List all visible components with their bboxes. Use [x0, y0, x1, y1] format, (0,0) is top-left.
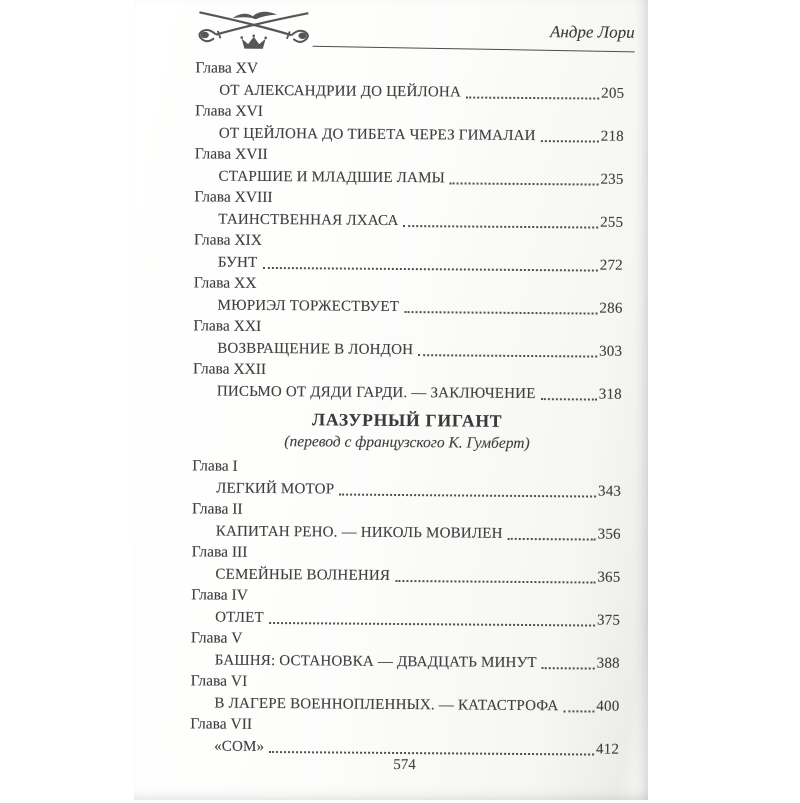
toc-entry	[193, 315, 622, 361]
chapter-title: ЛЕГКИЙ МОТОР	[216, 480, 335, 498]
chapter-page-number: 318	[598, 386, 622, 403]
chapter-label: Глава XXII	[193, 360, 267, 378]
chapter-page-number: 205	[601, 85, 625, 102]
section-subtitle: (перевод с французского К. Гумберт)	[284, 433, 530, 453]
chapter-label: Глава XXI	[193, 317, 262, 335]
chapter-title: ОТ ЦЕЙЛОНА ДО ТИБЕТА ЧЕРЕЗ ГИМАЛАИ	[218, 125, 536, 145]
dot-leader	[563, 710, 594, 712]
chapter-page-number: 375	[596, 612, 621, 629]
chapter-page-number: 218	[600, 128, 624, 145]
section-title: ЛАЗУРНЫЙ ГИГАНТ	[311, 409, 503, 431]
toc-entry	[195, 100, 624, 146]
chapter-page-number: 400	[596, 698, 620, 715]
chapter-page-number: 235	[600, 171, 624, 188]
toc-entry	[192, 455, 621, 501]
chapter-label: Глава XX	[193, 274, 257, 292]
chapter-page-number: 303	[599, 343, 623, 360]
chapter-title: «СОМ»	[214, 738, 265, 755]
chapter-title: ОТ АЛЕКСАНДРИИ ДО ЦЕЙЛОНА	[219, 82, 462, 101]
table-of-contents	[190, 57, 624, 759]
chapter-title: МЮРИЭЛ ТОРЖЕСТВУЕТ	[217, 297, 400, 315]
chapter-page-number: 272	[599, 257, 623, 274]
chapter-title-row	[192, 520, 621, 545]
chapter-label: Глава V	[190, 629, 243, 647]
crossed-sabers-bird-crown-icon	[194, 5, 314, 53]
toc-entry	[194, 229, 623, 275]
chapter-title-row	[191, 563, 620, 588]
toc-entry	[191, 627, 620, 673]
toc-entry	[193, 358, 622, 404]
dot-leader	[466, 97, 599, 100]
chapter-label: Глава XVII	[194, 145, 268, 163]
chapter-label: Глава XIX	[194, 231, 262, 249]
chapter-label: Глава XVIII	[194, 188, 273, 206]
toc-entry	[192, 498, 621, 544]
toc-entry	[190, 713, 619, 759]
dot-leader	[269, 751, 594, 756]
toc-entry	[190, 670, 619, 716]
dot-leader	[450, 182, 599, 185]
dot-leader	[339, 494, 596, 498]
dot-leader	[404, 311, 597, 315]
dot-leader	[395, 580, 595, 584]
toc-entry	[191, 584, 620, 630]
chapter-page-number: 343	[597, 483, 622, 500]
chapter-title: ПИСЬМО ОТ ДЯДИ ГАРДИ. — ЗАКЛЮЧЕНИЕ	[216, 383, 536, 403]
chapter-label: Глава I	[192, 457, 238, 475]
chapter-label: Глава III	[191, 543, 248, 561]
chapter-title: ОТЛЕТ	[215, 609, 264, 626]
chapter-title: КАПИТАН РЕНО. — НИКОЛЬ МОВИЛЕН	[215, 523, 503, 542]
page-folio: 574	[393, 756, 416, 774]
chapter-page-number: 356	[597, 526, 621, 543]
chapter-label: Глава IV	[191, 586, 249, 604]
dot-leader	[403, 225, 598, 229]
chapter-page-number: 388	[596, 655, 620, 672]
chapter-label: Глава VI	[190, 672, 248, 690]
dot-leader	[541, 140, 599, 142]
chapter-title-row	[192, 477, 621, 502]
chapter-title: СТАРШИЕ И МЛАДШИЕ ЛАМЫ	[218, 168, 445, 187]
toc-part2	[190, 455, 621, 759]
chapter-label: Глава XVI	[195, 102, 264, 120]
chapter-title: СЕМЕЙНЫЕ ВОЛНЕНИЯ	[215, 566, 391, 584]
toc-entry	[195, 57, 624, 103]
dot-leader	[541, 398, 597, 400]
chapter-title-row	[190, 692, 619, 717]
chapter-title: БАШНЯ: ОСТАНОВКА — ДВАДЦАТЬ МИНУТ	[214, 652, 537, 672]
chapter-title: В ЛАГЕРЕ ВОЕННОПЛЕННЫХ. — КАТАСТРОФА	[214, 695, 559, 715]
chapter-title: ВОЗВРАЩЕНИЕ В ЛОНДОН	[217, 340, 414, 359]
toc-part1	[193, 57, 625, 404]
running-head-author: Андре Лори	[549, 22, 635, 42]
chapter-page-number: 412	[595, 741, 620, 758]
section-heading	[192, 407, 621, 455]
toc-entry	[194, 186, 623, 232]
chapter-title-row	[193, 380, 622, 405]
header-rule	[313, 46, 635, 53]
chapter-label: Глава II	[191, 500, 243, 518]
chapter-title: ТАИНСТВЕННАЯ ЛХАСА	[218, 211, 399, 229]
dot-leader	[542, 667, 595, 669]
chapter-page-number: 255	[600, 214, 624, 231]
chapter-page-number: 365	[597, 569, 621, 586]
dot-leader	[262, 267, 597, 272]
chapter-title-row	[191, 649, 620, 674]
dot-leader	[418, 354, 597, 357]
chapter-label: Глава VII	[190, 715, 253, 733]
toc-entry	[194, 272, 623, 318]
toc-entry	[195, 143, 624, 189]
chapter-title: БУНТ	[217, 254, 258, 271]
chapter-page-number: 286	[599, 300, 623, 317]
chapter-title-row	[191, 606, 620, 631]
dot-leader	[508, 538, 596, 541]
chapter-label: Глава XV	[195, 59, 259, 77]
toc-entry	[191, 541, 620, 587]
dot-leader	[269, 622, 595, 627]
